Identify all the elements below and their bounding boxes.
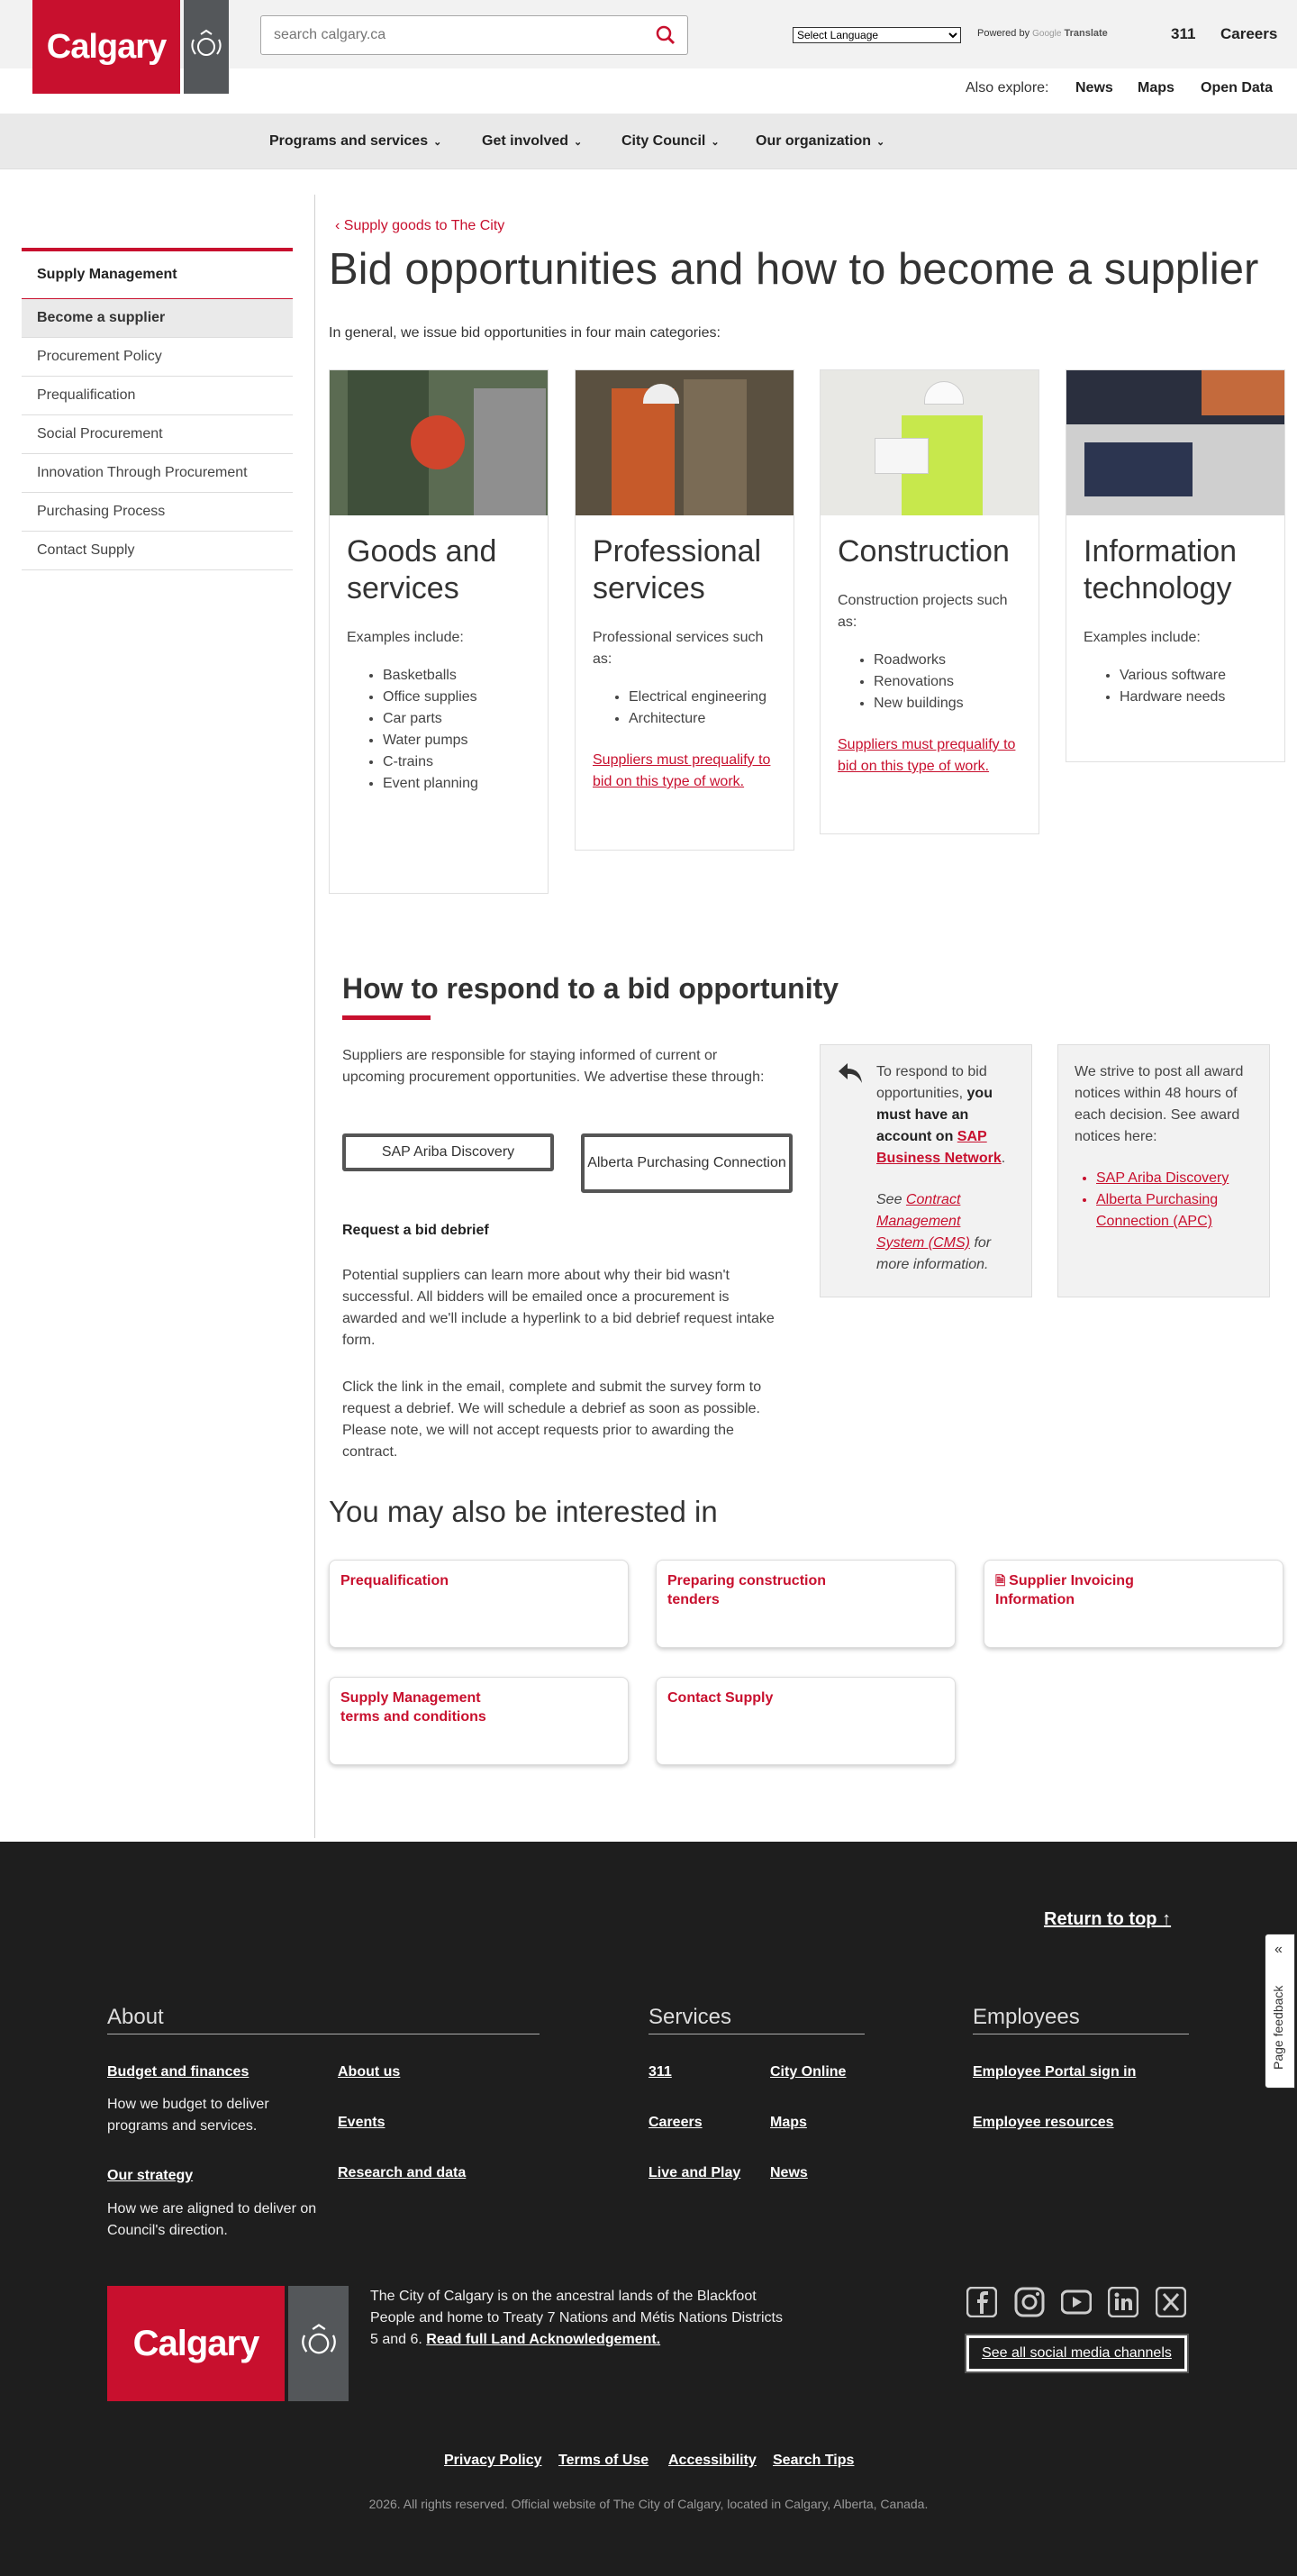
- footer-link-strategy[interactable]: Our strategy: [107, 2168, 194, 2183]
- footer-link-maps[interactable]: Maps: [770, 2115, 807, 2130]
- pdf-icon: 🗎: [995, 1573, 1010, 1588]
- footer-link-careers[interactable]: Careers: [648, 2115, 703, 2130]
- footer: [0, 1842, 1297, 2576]
- sidebar-item-social-procurement[interactable]: Social Procurement: [22, 415, 293, 454]
- top-link-careers[interactable]: Careers: [1220, 25, 1278, 42]
- crest-icon: [184, 0, 229, 94]
- footer-link-accessibility[interactable]: Accessibility: [668, 2453, 757, 2468]
- sidebar-heading[interactable]: Supply Management: [22, 248, 293, 299]
- search-box: [260, 15, 688, 55]
- list-item: • Water pumps: [383, 730, 531, 751]
- youtube-icon[interactable]: [1061, 2287, 1092, 2317]
- page-feedback-tab[interactable]: [1265, 1934, 1295, 2089]
- footer-strategy-desc: How we are aligned to deliver on Council's direction.: [107, 2201, 317, 2238]
- related-card-contact-supply[interactable]: Contact Supply: [656, 1677, 956, 1765]
- award-link-sap-ariba[interactable]: SAP Ariba Discovery: [1096, 1170, 1229, 1186]
- footer-link-city-online[interactable]: City Online: [770, 2064, 847, 2080]
- footer-employees-heading: Employees: [973, 2005, 1189, 2034]
- search-input[interactable]: [261, 16, 621, 54]
- related-card-supplier-invoicing[interactable]: 🗎 Supplier Invoicing Information: [984, 1560, 1283, 1648]
- list-item: • Office supplies: [383, 687, 531, 708]
- chevron-down-icon: ⌄: [433, 137, 442, 148]
- prequalify-link[interactable]: Suppliers must prequalify to bid on this type of work.: [838, 737, 1016, 774]
- debrief-paragraph-2: Click the link in the email, complete and submit the survey form to request a debrief. We will schedule a debrief as soon as possible. Please note, we will not accept requests prior to awarding the contract.: [342, 1379, 762, 1460]
- linkedin-icon[interactable]: [1108, 2287, 1138, 2317]
- content-divider: [314, 195, 315, 1838]
- nav-city-council[interactable]: City Council ⌄: [621, 133, 720, 149]
- heading-accent: [342, 1015, 431, 1020]
- arrow-up-icon: ↑: [1162, 1909, 1172, 1929]
- card-desc: Examples include:: [347, 630, 464, 645]
- x-twitter-icon[interactable]: [1156, 2287, 1186, 2317]
- respond-text: Suppliers are responsible for staying informed of current or upcoming procurement opportunities. We advertise these through:: [342, 1048, 765, 1085]
- list-item: • C-trains: [383, 751, 531, 773]
- chevrons-left-icon: «: [1274, 1942, 1283, 1957]
- footer-link-live-and-play[interactable]: Live and Play: [648, 2165, 741, 2180]
- footer-budget-desc: How we budget to deliver programs and services.: [107, 2097, 269, 2134]
- list-item: • Roadworks: [874, 650, 1021, 671]
- sidebar: [22, 248, 293, 570]
- footer-link-events[interactable]: Events: [338, 2115, 385, 2130]
- prequalify-link[interactable]: Suppliers must prequalify to bid on this type of work.: [593, 752, 771, 789]
- footer-link-terms[interactable]: Terms of Use: [558, 2453, 649, 2468]
- footer-link-311[interactable]: 311: [648, 2064, 672, 2080]
- footer-link-employee-resources[interactable]: Employee resources: [973, 2115, 1114, 2130]
- award-notices-text: We strive to post all award notices within 48 hours of each decision. See award notices here:: [1075, 1064, 1244, 1144]
- footer-services-heading: Services: [648, 2005, 865, 2034]
- land-acknowledgement: The City of Calgary is on the ancestral lands of the Blackfoot People and home to Treaty 7 Nations and Métis Nations Districts 5 and 6. Read full Land Acknowledgement.: [370, 2289, 783, 2347]
- card-desc: Professional services such as:: [593, 630, 764, 667]
- chevron-down-icon: ⌄: [711, 137, 720, 148]
- sap-business-network-link[interactable]: SAP Business Network: [876, 1129, 1002, 1166]
- footer-link-budget[interactable]: Budget and finances: [107, 2064, 249, 2080]
- copyright: 2026. All rights reserved. Official website of The City of Calgary, located in Calgary, Alberta, Canada.: [368, 2497, 929, 2511]
- account-info-box: [820, 1044, 1032, 1297]
- respond-heading: How to respond to a bid opportunity: [342, 972, 839, 1005]
- search-icon[interactable]: [655, 24, 676, 50]
- explore-link-open-data[interactable]: Open Data: [1201, 80, 1274, 96]
- footer-link-employee-portal[interactable]: Employee Portal sign in: [973, 2064, 1137, 2080]
- card-image: [330, 370, 548, 515]
- list-item: • Renovations: [874, 671, 1021, 693]
- sidebar-item-prequalification[interactable]: Prequalification: [22, 377, 293, 415]
- language-select[interactable]: [793, 27, 961, 43]
- footer-logo[interactable]: [107, 2286, 349, 2401]
- related-card-prequalification[interactable]: Prequalification: [329, 1560, 629, 1648]
- top-link-311[interactable]: 311: [1171, 25, 1196, 42]
- footer-link-privacy[interactable]: Privacy Policy: [444, 2453, 542, 2468]
- interested-heading: You may also be interested in: [329, 1495, 718, 1528]
- footer-logo-wordmark: Calgary: [107, 2286, 285, 2401]
- cms-link[interactable]: Contract Management System (CMS): [876, 1192, 970, 1251]
- category-card-goods: [329, 369, 549, 894]
- related-card-construction-tenders[interactable]: Preparing construction tenders: [656, 1560, 956, 1648]
- debrief-paragraph-1: Potential suppliers can learn more about why their bid wasn't successful. All bidders will be emailed once a procurement is awarded and we'll include a hyperlink to a bid debrief request intake form.: [342, 1268, 775, 1348]
- footer-link-search-tips[interactable]: Search Tips: [773, 2453, 855, 2468]
- main-nav: [0, 114, 1297, 169]
- card-image: [1066, 370, 1284, 515]
- sidebar-item-purchasing-process[interactable]: Purchasing Process: [22, 493, 293, 532]
- list-item: • New buildings: [874, 693, 1021, 715]
- facebook-icon[interactable]: [966, 2287, 997, 2317]
- card-image: [821, 370, 1039, 515]
- crest-icon: [288, 2286, 349, 2401]
- award-link-apc[interactable]: Alberta Purchasing Connection (APC): [1096, 1192, 1219, 1229]
- sidebar-item-procurement-policy[interactable]: Procurement Policy: [22, 338, 293, 377]
- chevron-left-icon: ‹: [335, 218, 344, 233]
- list-item: • Event planning: [383, 773, 531, 795]
- list-item: • Various software: [1120, 665, 1267, 687]
- card-title: Goods and services: [347, 534, 497, 605]
- intro-text: In general, we issue bid opportunities in four main categories:: [329, 325, 721, 341]
- category-card-it: [1066, 369, 1285, 762]
- sap-ariba-button[interactable]: SAP Ariba Discovery: [342, 1133, 554, 1171]
- footer-about-heading: About: [107, 2005, 540, 2034]
- card-title: Construction: [838, 534, 1010, 569]
- category-card-professional: [575, 369, 794, 851]
- explore-link-news[interactable]: News: [1075, 80, 1113, 96]
- category-card-construction: [820, 369, 1039, 834]
- list-item: • Car parts: [383, 708, 531, 730]
- logo-wordmark: Calgary: [32, 0, 180, 94]
- card-title: Information technology: [1084, 534, 1238, 605]
- reply-arrow-icon: [837, 1061, 864, 1092]
- list-item: • Electrical engineering: [629, 687, 776, 708]
- cms-info-text: See Contract Management System (CMS) for more information.: [876, 1192, 992, 1272]
- powered-by-google[interactable]: Powered by Google Translate: [977, 28, 1108, 39]
- return-to-top-link[interactable]: Return to top ↑: [1044, 1909, 1172, 1929]
- calgary-logo[interactable]: [32, 0, 229, 94]
- page-title: Bid opportunities and how to become a supplier: [329, 245, 1259, 294]
- land-acknowledgement-link[interactable]: Read full Land Acknowledgement.: [426, 2332, 661, 2347]
- footer-link-about-us[interactable]: About us: [338, 2064, 401, 2080]
- page-feedback-label: Page feedback: [1271, 1985, 1285, 2070]
- card-image: [576, 370, 794, 515]
- card-desc: Construction projects such as:: [838, 593, 1008, 630]
- debrief-heading: Request a bid debrief: [342, 1223, 489, 1238]
- also-explore-label: Also explore:: [966, 80, 1049, 96]
- chevron-down-icon: ⌄: [876, 137, 885, 148]
- list-item: • Hardware needs: [1120, 687, 1267, 708]
- explore-link-maps[interactable]: Maps: [1138, 80, 1175, 96]
- sidebar-item-contact-supply[interactable]: Contact Supply: [22, 532, 293, 570]
- nav-our-organization[interactable]: Our organization ⌄: [756, 133, 885, 149]
- instagram-icon[interactable]: [1014, 2287, 1045, 2317]
- account-info-text: To respond to bid opportunities, you must have an account on SAP Business Network.: [876, 1064, 1006, 1166]
- sidebar-item-innovation[interactable]: Innovation Through Procurement: [22, 454, 293, 493]
- related-card-terms[interactable]: Supply Management terms and conditions: [329, 1677, 629, 1765]
- list-item: • Basketballs: [383, 665, 531, 687]
- footer-link-research[interactable]: Research and data: [338, 2165, 467, 2180]
- card-desc: Examples include:: [1084, 630, 1201, 645]
- nav-programs-and-services[interactable]: Programs and services ⌄: [269, 133, 442, 149]
- sidebar-item-become-a-supplier[interactable]: Become a supplier: [22, 299, 293, 338]
- nav-get-involved[interactable]: Get involved ⌄: [482, 133, 583, 149]
- alberta-purchasing-button[interactable]: Alberta Purchasing Connection: [581, 1133, 793, 1193]
- footer-link-news[interactable]: News: [770, 2165, 808, 2180]
- list-item: • Architecture: [629, 708, 776, 730]
- breadcrumb[interactable]: ‹ Supply goods to The City: [335, 218, 505, 233]
- card-title: Professional services: [593, 534, 762, 605]
- chevron-down-icon: ⌄: [574, 137, 583, 148]
- award-notices-box: [1057, 1044, 1270, 1297]
- all-social-channels-button[interactable]: See all social media channels: [966, 2335, 1187, 2371]
